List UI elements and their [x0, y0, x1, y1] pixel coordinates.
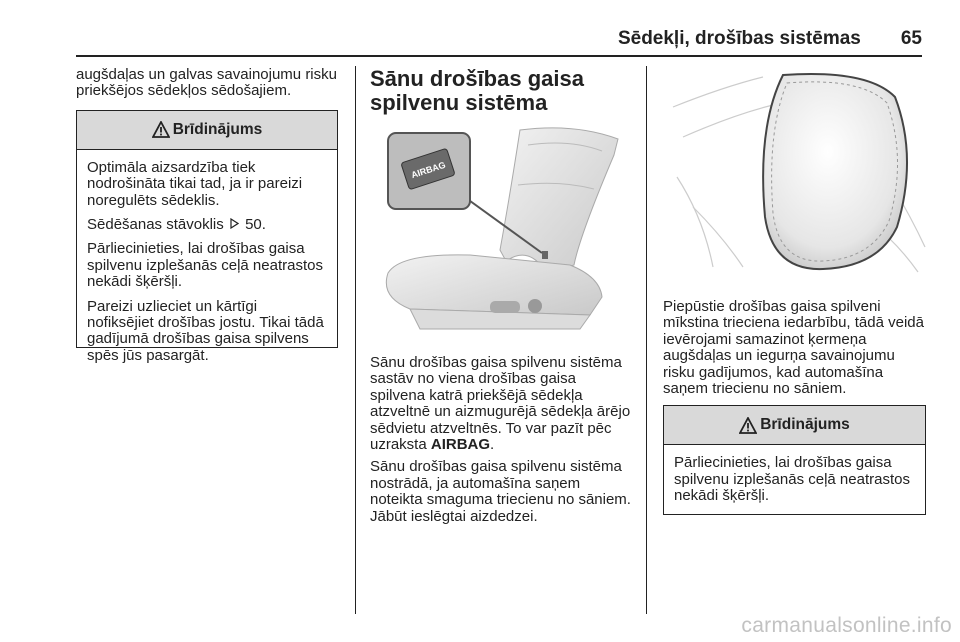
warning-body-2: [664, 445, 925, 518]
watermark: carmanualsonline.info: [741, 614, 952, 637]
airbag-label-text: AIRBAG: [409, 159, 447, 181]
page-reference-arrow-icon: [230, 218, 239, 229]
intro-text: augšdaļas un galvas savainojumu risku priekšējos sēdekļos sēdošajiem.: [76, 66, 337, 100]
section-heading: Sānu drošības gaisa spilvenu sistēma: [370, 66, 584, 115]
reference-page: 50.: [245, 216, 266, 234]
column-2: [370, 67, 633, 531]
column-divider-1: [355, 66, 356, 614]
warning-text-3: Pārliecinieties, lai drošības gaisa spilvenu izplešanās ceļā neatrastos nekādi šķēršļi.: [87, 240, 323, 291]
reference-label: Sēdēšanas stāvoklis: [87, 216, 224, 234]
body-text-1: [370, 355, 633, 453]
seat-airbag-label-illustration: [370, 125, 633, 335]
warning-text-4: Pareizi uzlieciet un kārtīgi nofiksējiet drošības jostu. Tikai tādā gadījumā drošības gaisa spilvens spēs jūs pasargāt.: [87, 297, 324, 364]
chapter-title: Sēdekļi, drošības sistēmas: [617, 28, 861, 49]
airbag-bold-label: AIRBAG: [430, 436, 491, 454]
deployed-side-airbag-illustration: [663, 67, 926, 277]
warning-box-2: [663, 405, 926, 515]
column-3: [663, 67, 926, 515]
column-divider-2: [646, 66, 647, 614]
warning-title-2: Brīdinājums: [760, 416, 850, 434]
warning-title: Brīdinājums: [172, 120, 263, 138]
warning-header-2: [664, 406, 925, 445]
warning-body: [77, 150, 337, 378]
body-text-3: Piepūstie drošības gaisa spilveni mīkstina trieciena iedarbību, tādā veidā ievērojami samazinot ķermeņa augšdaļas un iegurņa savainojumu risku gadījumos, kad automašīna saņem triecienu no sāniem.: [663, 298, 924, 398]
column-1: [76, 66, 338, 364]
body-text-2: Sānu drošības gaisa spilvenu sistēma nostrādā, ja automašīna saņem noteikta smaguma triecienu no sāniem. Jābūt ieslēgtai aizdedzei.: [370, 458, 631, 525]
warning-header: [77, 111, 337, 150]
page-header: [618, 28, 922, 50]
warning-box: [76, 110, 338, 364]
warning-triangle-icon: [739, 417, 757, 434]
warning-text-2: [87, 217, 327, 233]
body-text-1-end: .: [490, 436, 495, 454]
warning-text-1: Optimāla aizsardzība tiek nodrošināta tikai tad, ja ir pareizi noregulēts sēdeklis.: [87, 158, 303, 209]
warning-2-text-1: Pārliecinieties, lai drošības gaisa spilvenu izplešanās ceļā neatrastos nekādi šķēršļi.: [674, 454, 910, 505]
header-rule: [76, 55, 922, 57]
warning-triangle-icon: [152, 121, 170, 138]
page-number: 65: [900, 28, 922, 49]
body-text-1-main: Sānu drošības gaisa spilvenu sistēma sastāv no viena drošības gaisa spilvena katrā priekšējā sēdekļa atzveltnē un aizmugurējā sēdekļa ārējo sēdvietu atzveltnēs. To var pazīt pēc uzraksta: [370, 354, 631, 454]
